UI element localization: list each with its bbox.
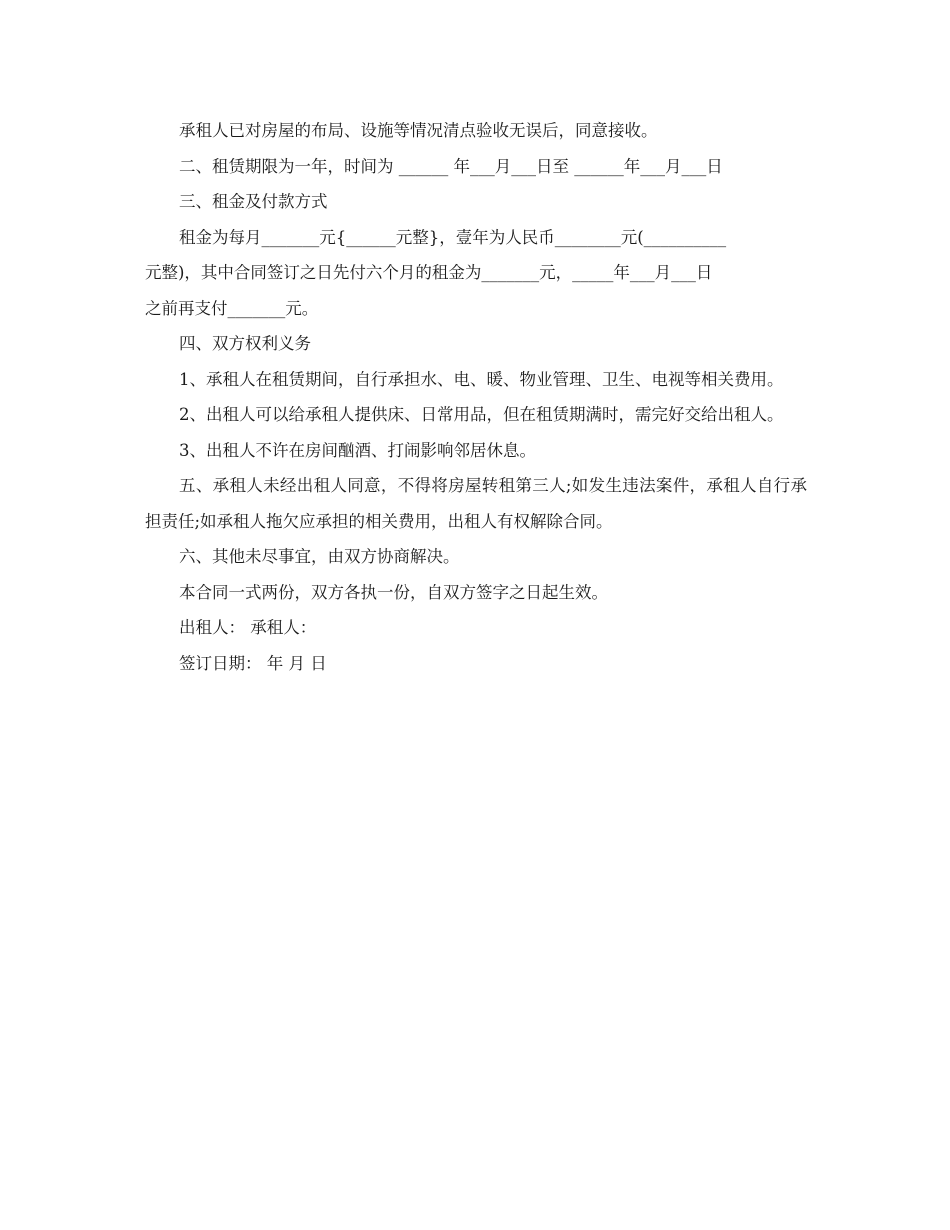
heading-rights-obligations: 四、双方权利义务: [179, 334, 311, 353]
signature-parties: 出租人： 承租人：: [179, 618, 317, 637]
paragraph-rent-details: [145, 220, 807, 327]
paragraph-acceptance: 承租人已对房屋的布局、设施等情况清点验收无误后，同意接收。: [179, 121, 658, 140]
clause-1-tenant-costs: 1、承租人在租赁期间，自行承担水、电、暖、物业管理、卫生、电视等相关费用。: [179, 369, 784, 389]
contract-page: [145, 113, 807, 681]
paragraph-lease-term: 二、租赁期限为一年，时间为 ______ 年___月___日至 ______年___月___日: [179, 156, 723, 176]
paragraph-other-matters: 六、其他未尽事宜，由双方协商解决。: [179, 547, 460, 566]
rent-line-3: 之前再支付_______元。: [145, 298, 319, 318]
clause-2-landlord-items: 2、出租人可以给承租人提供床、日常用品，但在租赁期满时，需完好交给出租人。: [179, 405, 784, 424]
signing-date: 签订日期： 年 月 日: [179, 653, 327, 673]
clause-3-no-disturbance: 3、出租人不许在房间酗酒、打闹影响邻居休息。: [179, 440, 536, 460]
rent-line-1: 租金为每月_______元{______元整}，壹年为人民币________元(__________: [179, 227, 727, 247]
paragraph-copies: 本合同一式两份，双方各执一份，自双方签字之日起生效。: [179, 582, 608, 602]
rent-line-2: 元整)，其中合同签订之日先付六个月的租金为_______元，_____年___月___日: [145, 263, 713, 282]
paragraph-sublease: 五、承租人未经出租人同意，不得将房屋转租第三人;如发生违法案件，承租人自行承担责任;如承租人拖欠应承担的相关费用，出租人有权解除合同。: [145, 476, 807, 531]
heading-rent-payment: 三、租金及付款方式: [179, 192, 328, 211]
